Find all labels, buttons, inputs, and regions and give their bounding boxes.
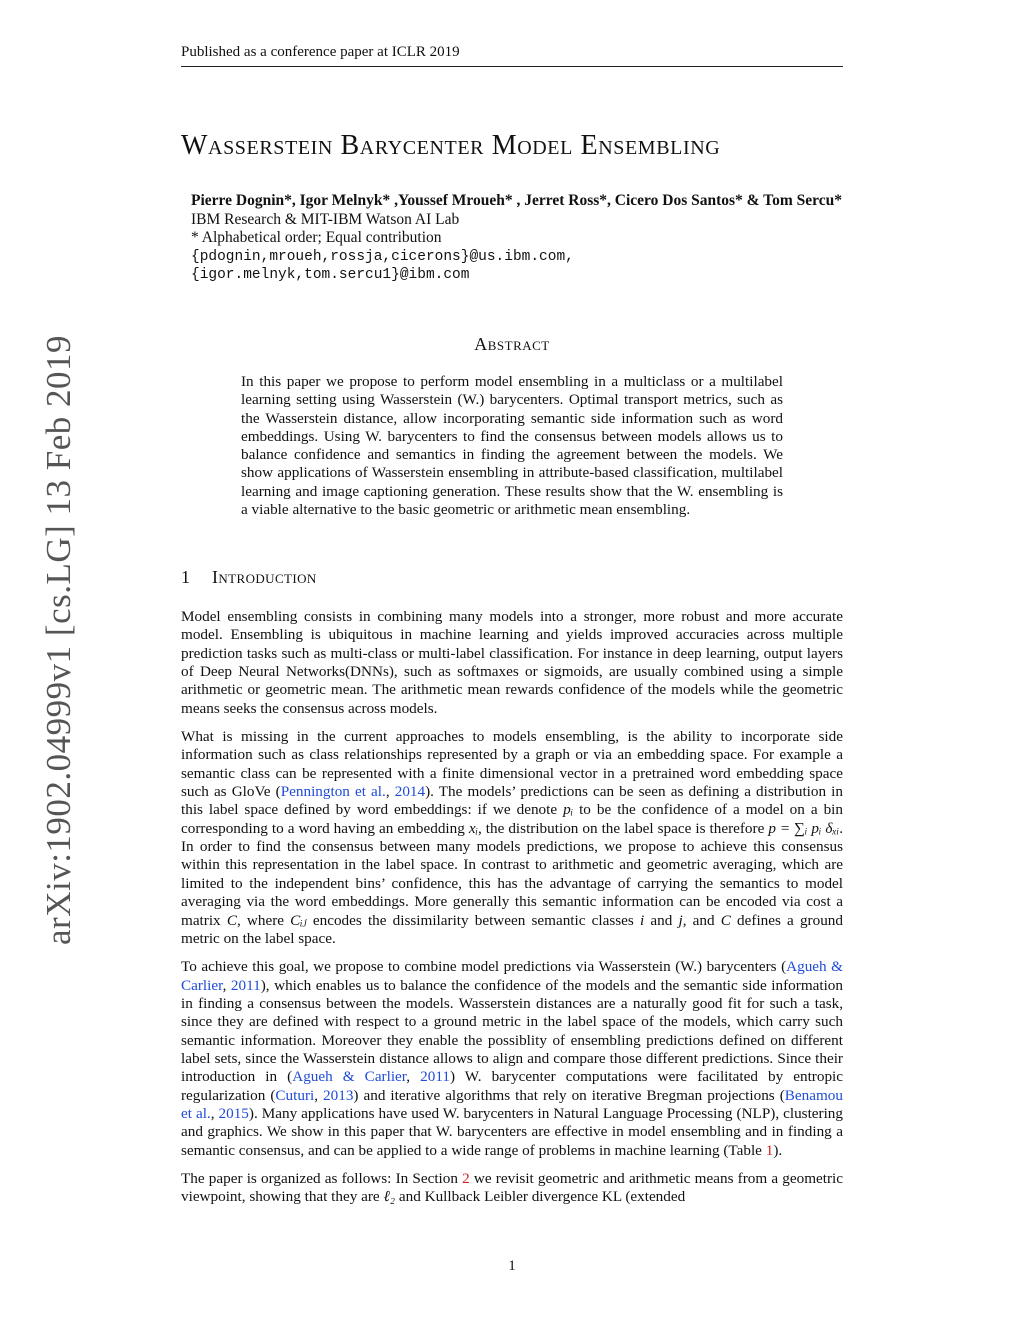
text-run: ). Many applications have used W. barycenters in Natural Language Processing (NLP), clustering and graphics. We show in this paper that W. barycenters are effective in model ensembling and in finding a semantic consensus, and can be applied to a wide range of problems in machine learning (Table — [181, 1104, 843, 1159]
header-rule — [181, 66, 843, 67]
author-names: Pierre Dognin*, Igor Melnyk* ,Youssef Mroueh* , Jerret Ross*, Cicero Dos Santos* & Tom Sercu* — [191, 192, 842, 209]
text-run: encodes the dissimilarity between semantic classes — [306, 911, 640, 929]
math-inline: Cᵢⱼ — [290, 911, 307, 929]
paper-title: Wasserstein Barycenter Model Ensembling — [181, 130, 721, 161]
text-run: , where — [236, 911, 291, 929]
citation-link[interactable]: Agueh & Carlier, 2011 — [181, 958, 843, 994]
section-heading-introduction — [181, 567, 317, 588]
text-run: ). The models’ predictions can be seen as defining a distribution in this label space defined by word embeddings: if we denote — [181, 783, 843, 819]
text-run: ), which enables us to balance the confidence of the models and the semantic side information in finding a consensus between the models. Wasserstein distances are a naturally good fit for such a task, since they are defined with respect to a ground metric in the label space of the models, which carry such semantic information. Moreover they enable the possiblity of ensembling predictions defined on different label sets, since the Wasserstein distance allows to align and compare those different predictions. Since their introduction in ( — [181, 976, 843, 1086]
citation-link[interactable]: Benamou et al., 2015 — [181, 1086, 843, 1122]
math-inline: C — [226, 911, 237, 929]
author-emails-1: {pdognin,mroueh,rossja,cicerons}@us.ibm.com, — [191, 248, 574, 265]
text-run: , the distribution on the label space is therefore — [477, 819, 769, 837]
text-run: ) and iterative algorithms that rely on iterative Bregman projections ( — [353, 1086, 785, 1104]
text-run: , and — [682, 911, 721, 929]
text-run: and Kullback Leibler divergence KL (extended — [395, 1188, 686, 1206]
text-run: ) W. barycenter computations were facilitated by entropic regularization ( — [181, 1068, 843, 1104]
math-inline: p = ∑ᵢ pᵢ δₓᵢ — [768, 819, 840, 837]
citation-link[interactable]: Cuturi, 2013 — [275, 1086, 354, 1104]
section-reference-link[interactable]: 2 — [462, 1169, 470, 1187]
author-block — [191, 192, 911, 285]
math-inline: i — [639, 911, 645, 929]
table-reference-link[interactable]: 1 — [765, 1141, 774, 1159]
paragraph-3 — [181, 958, 843, 1160]
page-number: 1 — [508, 1258, 516, 1274]
text-run: and — [644, 911, 679, 929]
arxiv-sidebar-stamp: arXiv:1902.04999v1 [cs.LG] 13 Feb 2019 — [39, 334, 78, 945]
math-inline: j — [678, 911, 683, 929]
abstract-heading: Abstract — [474, 334, 550, 354]
text-run: defines a ground metric on the label space. — [181, 911, 843, 947]
text-run: What is missing in the current approaches to models ensembling, is the ability to incorporate side information such as class relationships represented by a graph or via an embedding space. For example a semantic class can be represented with a finite dimensional vector in a pretrained word embedding space such as GloVe ( — [181, 728, 843, 801]
text-run: ). — [773, 1141, 783, 1159]
text-run: To achieve this goal, we propose to combine model predictions via Wasserstein (W.) barycenters ( — [181, 958, 787, 976]
abstract-text: In this paper we propose to perform model ensembling in a multiclass or a multilabel learning setting using Wasserstein (W.) barycenters. Optimal transport metrics, such as the Wasserstein distance, allow incorporating semantic side information such as word embeddings. Using W. barycenters to find the consensus between models allows us to balance confidence and semantics in finding the agreement between the models. We show applications of Wasserstein ensembling in attribute-based classification, multilabel learning and image captioning generation. These results show that the W. ensembling is a viable alternative to the basic geometric or arithmetic mean ensembling. — [241, 373, 783, 519]
section-title: Introduction — [212, 567, 317, 587]
math-inline: ℓ₂ — [383, 1188, 396, 1206]
text-run: The paper is organized as follows: In Section — [181, 1169, 463, 1187]
paragraph-2 — [181, 728, 843, 948]
author-note: * Alphabetical order; Equal contribution — [191, 229, 442, 246]
math-inline: xᵢ — [468, 819, 478, 837]
text-run: . In order to find the consensus between many models predictions, we propose to achieve this consensus within this representation in the label space. In contrast to arithmetic and geometric averaging, which are limited to the independent bins’ confidence, this has the advantage of carrying the semantics to model averaging via the word embeddings. More generally this semantic information can be encoded via cost a matrix — [181, 819, 843, 929]
math-inline: pᵢ — [563, 801, 574, 819]
section-number: 1 — [181, 567, 191, 587]
citation-link[interactable]: Agueh & Carlier, 2011 — [292, 1068, 450, 1086]
author-affiliation: IBM Research & MIT-IBM Watson AI Lab — [191, 210, 460, 228]
math-inline: C — [720, 911, 731, 929]
paragraph-4 — [181, 1170, 843, 1207]
running-header: Published as a conference paper at ICLR 2019 — [181, 44, 460, 60]
text-run: to be the confidence of a model on a bin corresponding to a word having an embedding — [181, 801, 843, 837]
text-run: we revisit geometric and arithmetic means from a geometric viewpoint, showing that they are — [181, 1169, 843, 1206]
paragraph-1: Model ensembling consists in combining many models into a stronger, more robust and more accurate model. Ensembling is ubiquitous in machine learning and yields improved accuracies across multiple prediction tasks such as multi-class or multi-label classification. For instance in deep learning, output layers of Deep Neural Networks(DNNs), such as softmaxes or sigmoids, are usually combined using a simple arithmetic or geometric mean. The arithmetic mean rewards confidence of the models while the geometric means seeks the consensus across models. — [181, 608, 843, 717]
introduction-body — [181, 608, 843, 1217]
author-emails-2: {igor.melnyk,tom.sercu1}@ibm.com — [191, 267, 470, 283]
citation-link[interactable]: Pennington et al., 2014 — [280, 783, 426, 801]
